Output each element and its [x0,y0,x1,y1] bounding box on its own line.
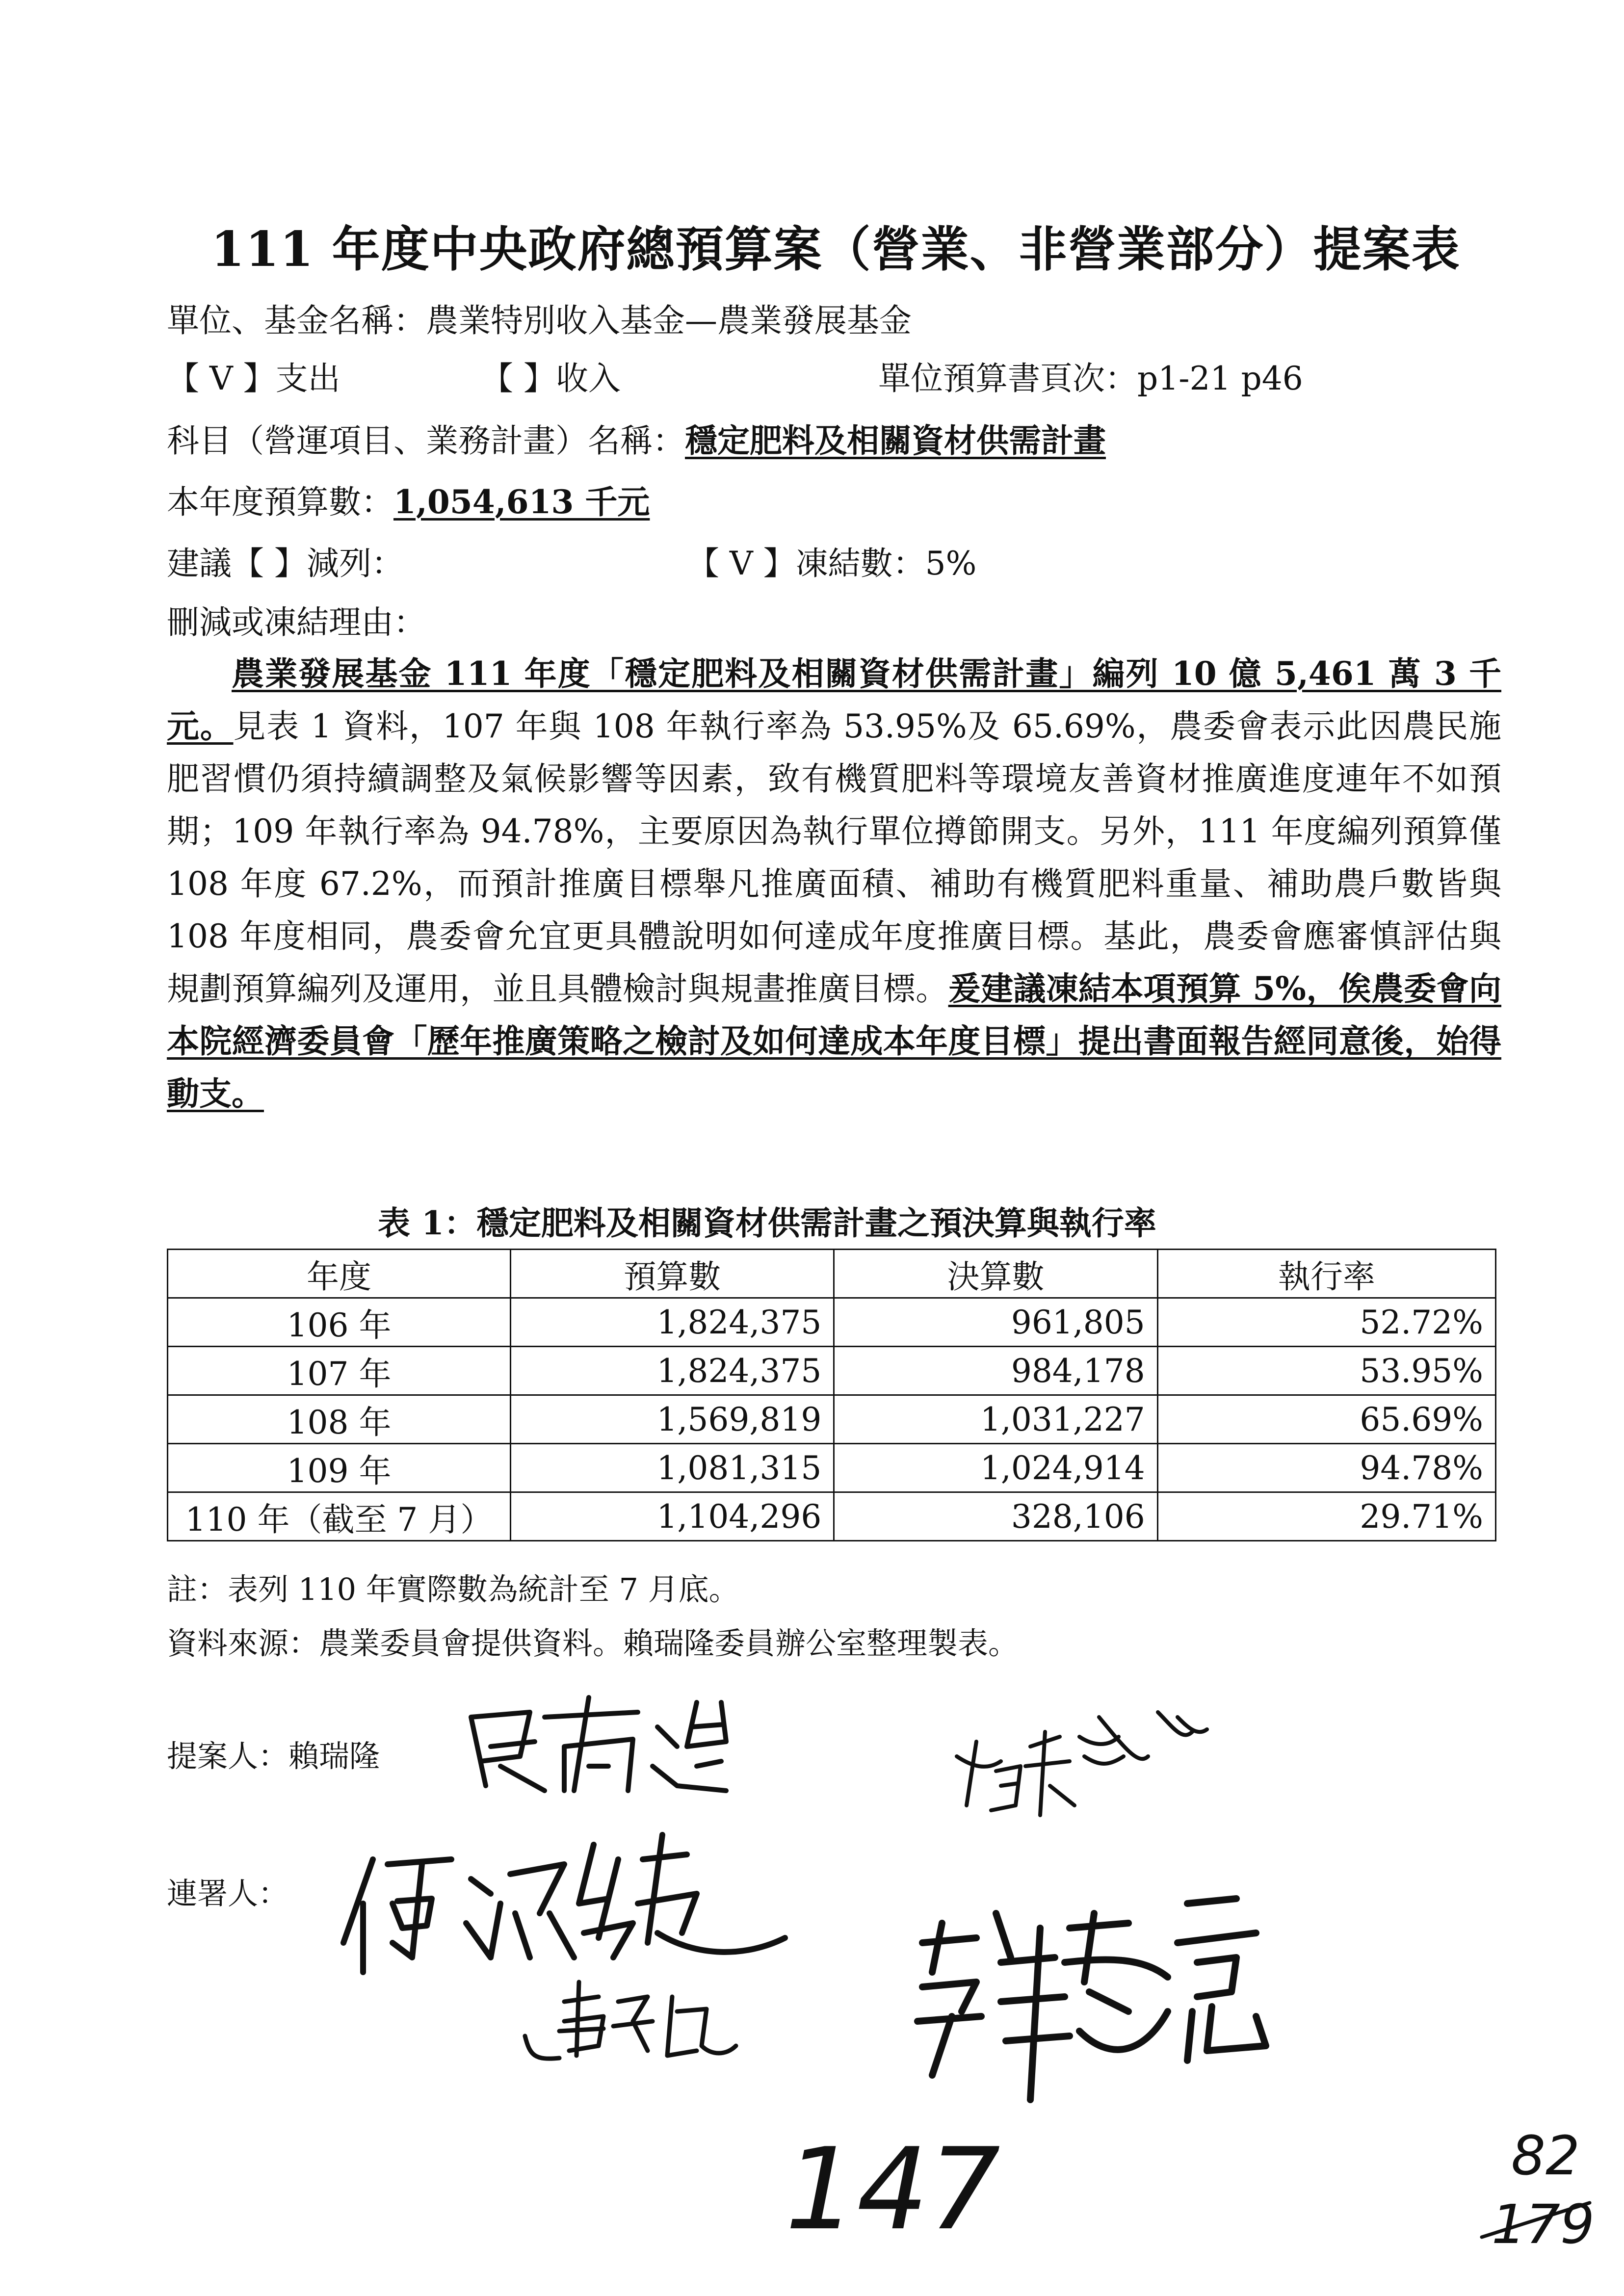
cell-year: 107 年 [168,1347,511,1395]
cell-budget: 1,824,375 [510,1347,834,1395]
header-budget: 預算數 [510,1250,834,1298]
cell-year: 110 年（截至 7 月） [168,1492,511,1541]
cell-final: 984,178 [834,1347,1157,1395]
cell-budget: 1,569,819 [510,1395,834,1444]
document-title: 111 年度中央政府總預算案（營業、非營業部分）提案表 [211,221,1461,278]
budget-label: 本年度預算數： [167,483,393,521]
cosigner-label: 連署人： [167,1876,289,1911]
corner-number-bottom: 179 [1492,2193,1595,2256]
unit-label: 單位、基金名稱： [167,302,426,339]
freeze-amount: 【 V 】凍結數：5% [687,545,977,582]
cell-final: 1,024,914 [834,1444,1157,1492]
cell-final: 1,031,227 [834,1395,1157,1444]
cosigner-signature-1 [343,1835,785,1972]
cell-rate: 53.95% [1157,1347,1495,1395]
subject-label: 科目（營運項目、業務計畫）名稱： [167,422,685,460]
header-rate: 執行率 [1157,1250,1495,1298]
table-note: 註：表列 110 年實際數為統計至 7 月底。 [167,1571,739,1607]
cell-year: 106 年 [168,1298,511,1347]
cell-final: 328,106 [834,1492,1157,1541]
expense-check: 【 V 】支出 [167,360,341,397]
proposer-signature [471,1697,726,1791]
cell-budget: 1,104,296 [510,1492,834,1541]
reason-recommendation: 爰建議凍結本項預算 5%，俟農委會向本院經濟委員會「歷年推廣策略之檢討及如何達成本年度目標」提出書面報告經同意後，始得動支。 [167,969,1501,1113]
page-reference: 單位預算書頁次：p1-21 p46 [878,360,1303,397]
handwritten-page-number: 147 [785,2124,1000,2255]
reason-label: 刪減或凍結理由： [167,603,426,641]
cell-rate: 29.71% [1157,1492,1495,1541]
cell-rate: 94.78% [1157,1444,1495,1492]
income-check: 【 】收入 [481,360,621,397]
reason-body: 見表 1 資料，107 年與 108 年執行率為 53.95%及 65.69%，農委會表示此因農民施肥習慣仍須持續調整及氣候影響等因素，致有機質肥料等環境友善資材推廣進度連年不如預期；109 年執行率為 94.78%，主要原因為執行單位撙節開支。另外，111 年度編列預算僅 108 年度 67.2%，而預計推廣目標舉凡推廣面積、補助有機質肥料重量、補助農戶數皆與 108 年度相同，農委會允宜更具體說明如何達成年度推廣目標。基此，農委會應審慎評估與規劃預算編列及運用，並且具體檢討與規畫推廣目標。 [167,707,1502,1008]
data-source: 資料來源：農業委員會提供資料。賴瑞隆委員辦公室整理製表。 [167,1625,1019,1661]
suggest-reduce: 建議【 】減列： [167,545,404,582]
header-year: 年度 [168,1250,511,1298]
unit-value: 農業特別收入基金—農業發展基金 [426,302,912,339]
table-title: 表 1：穩定肥料及相關資材供需計畫之預決算與執行率 [378,1204,1156,1242]
cosigner-signature-2 [525,1982,736,2059]
budget-value: 1,054,613 千元 [393,483,650,521]
cell-budget: 1,081,315 [510,1444,834,1492]
subject-value: 穩定肥料及相關資材供需計畫 [685,421,1106,460]
cell-rate: 52.72% [1157,1298,1495,1347]
cell-year: 109 年 [168,1444,511,1492]
proposer-label: 提案人：賴瑞隆 [167,1738,380,1774]
cell-year: 108 年 [168,1395,511,1444]
cosigner-signature-4 [917,1899,1266,2100]
header-final: 決算數 [834,1250,1157,1298]
corner-number-top: 82 [1511,2124,1580,2187]
cell-final: 961,805 [834,1298,1157,1347]
cell-rate: 65.69% [1157,1395,1495,1444]
reason-summary: 農業發展基金 111 年度「穩定肥料及相關資材供需計畫」編列 10 億 5,461 萬 3 千元。 [167,654,1501,745]
cell-budget: 1,824,375 [510,1298,834,1347]
cosigner-signature-3 [957,1712,1207,1815]
